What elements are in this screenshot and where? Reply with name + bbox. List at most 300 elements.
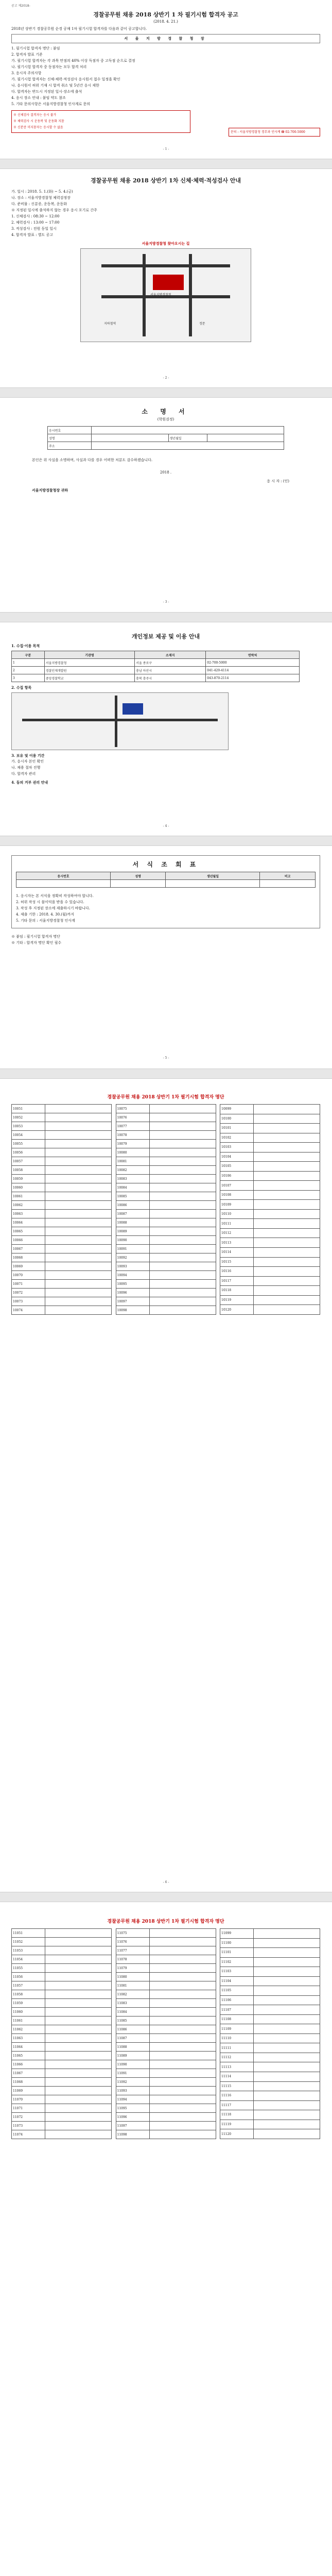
page-separator bbox=[0, 159, 332, 169]
applicant-number: 10094 bbox=[116, 1271, 149, 1280]
table-row bbox=[220, 2081, 320, 2091]
table-row bbox=[220, 1124, 320, 1133]
table-cell bbox=[45, 1253, 112, 1262]
applicant-number: 10059 bbox=[12, 1175, 45, 1183]
table-header-row bbox=[16, 872, 316, 880]
page-separator bbox=[0, 1892, 332, 1902]
applicant-number: 11081 bbox=[116, 1981, 149, 1990]
map-road bbox=[22, 719, 218, 721]
table-row bbox=[220, 1976, 320, 1986]
applicant-number: 10074 bbox=[12, 1306, 45, 1315]
applicant-number: 11102 bbox=[220, 1957, 254, 1967]
table-cell bbox=[45, 1157, 112, 1166]
applicant-number: 11096 bbox=[116, 2113, 149, 2122]
table-row bbox=[12, 674, 300, 682]
column-header: 기관명 bbox=[44, 651, 134, 659]
table-cell bbox=[45, 2069, 112, 2078]
table-cell bbox=[149, 1113, 216, 1122]
list-title: 경찰공무원 채용 2018 상반기 1차 필기시험 합격자 명단 bbox=[107, 1095, 224, 1100]
table-cell bbox=[149, 1140, 216, 1148]
map-road bbox=[101, 264, 230, 267]
applicant-number: 10119 bbox=[220, 1295, 254, 1305]
table-row bbox=[220, 2062, 320, 2072]
applicant-number: 11084 bbox=[116, 2008, 149, 2016]
applicant-number: 10067 bbox=[12, 1245, 45, 1253]
table-row bbox=[220, 1114, 320, 1124]
applicant-number: 11112 bbox=[220, 2053, 254, 2062]
form-table bbox=[16, 872, 316, 888]
applicant-number: 11059 bbox=[12, 1999, 45, 2008]
table-cell bbox=[149, 2087, 216, 2095]
text-line: 2. 체력검사 : 13:00 ~ 17:00 bbox=[11, 221, 60, 225]
table-row bbox=[12, 1990, 112, 1999]
roster-table bbox=[116, 1104, 216, 1315]
applicant-number: 10116 bbox=[220, 1267, 254, 1277]
page-4-section: 3. 보유 및 이용 기간 bbox=[11, 753, 45, 758]
applicant-number: 11119 bbox=[220, 2120, 254, 2129]
table-cell: 1 bbox=[12, 659, 45, 667]
table-row bbox=[116, 1306, 216, 1315]
applicant-number: 11067 bbox=[12, 2069, 45, 2078]
table-cell: 응시번호 bbox=[48, 427, 92, 434]
column-header: 구분 bbox=[12, 651, 45, 659]
table-header-row bbox=[12, 651, 300, 659]
table-cell bbox=[45, 2087, 112, 2095]
table-row bbox=[116, 2034, 216, 2043]
table-row bbox=[220, 1162, 320, 1172]
map-label: 정문 bbox=[199, 322, 205, 326]
table-cell bbox=[254, 2062, 320, 2072]
page-1-items bbox=[11, 45, 320, 107]
applicant-number: 10072 bbox=[12, 1289, 45, 1297]
text-line: ※ 기타 : 합격자 명단 확인 필수 bbox=[11, 941, 62, 945]
table-row bbox=[220, 1133, 320, 1143]
table-cell bbox=[254, 2120, 320, 2129]
roster-table bbox=[11, 1104, 112, 1315]
applicant-number: 10100 bbox=[220, 1114, 254, 1124]
table-row bbox=[220, 1247, 320, 1257]
applicant-number: 10065 bbox=[12, 1227, 45, 1236]
applicant-number: 10114 bbox=[220, 1247, 254, 1257]
table-cell bbox=[149, 2034, 216, 2043]
applicant-number: 11088 bbox=[116, 2043, 149, 2052]
table-row bbox=[116, 2060, 216, 2069]
applicant-number: 10091 bbox=[116, 1245, 149, 1253]
table-cell bbox=[254, 2014, 320, 2024]
page-4-section: 1. 수집·이용 목적 bbox=[11, 643, 40, 648]
applicant-number: 11056 bbox=[12, 1973, 45, 1981]
table-row bbox=[220, 1257, 320, 1267]
table-row bbox=[220, 2043, 320, 2053]
table-row bbox=[116, 2087, 216, 2095]
table-row bbox=[116, 1280, 216, 1289]
page-4 bbox=[11, 631, 320, 785]
table-row bbox=[116, 1289, 216, 1297]
table-row bbox=[220, 1143, 320, 1153]
table-cell bbox=[45, 1218, 112, 1227]
applicant-number: 11111 bbox=[220, 2043, 254, 2053]
table-row bbox=[12, 1262, 112, 1271]
table-cell bbox=[149, 2052, 216, 2060]
applicant-number: 10070 bbox=[12, 1271, 45, 1280]
table-cell bbox=[254, 2100, 320, 2110]
text-line: 가. 일시 : 2018. 5. 1.(화) ~ 5. 4.(금) bbox=[11, 190, 73, 194]
page-3 bbox=[11, 407, 320, 493]
text-line: 1. 필기시험 합격자 명단 : 붙임 bbox=[11, 46, 60, 50]
text-line: ※ 붙임 : 필기시험 합격자 명단 bbox=[11, 935, 60, 939]
applicant-number: 11095 bbox=[116, 2104, 149, 2113]
page-1-notice-box bbox=[11, 110, 190, 133]
applicant-number: 10053 bbox=[12, 1122, 45, 1131]
table-cell[interactable] bbox=[92, 434, 169, 442]
applicant-number: 10115 bbox=[220, 1257, 254, 1267]
table-cell bbox=[149, 1236, 216, 1245]
table-row bbox=[12, 2122, 112, 2130]
applicant-number: 11070 bbox=[12, 2095, 45, 2104]
applicant-number: 11107 bbox=[220, 2005, 254, 2015]
table-row bbox=[220, 2014, 320, 2024]
applicant-number: 10052 bbox=[12, 1113, 45, 1122]
table-row bbox=[12, 1981, 112, 1990]
text-line: 다. 준비물 : 신분증, 운동복, 운동화 bbox=[11, 202, 67, 206]
table-cell bbox=[254, 1976, 320, 1986]
table-cell bbox=[45, 2078, 112, 2087]
table-row bbox=[116, 1131, 216, 1140]
applicant-number: 11062 bbox=[12, 2025, 45, 2034]
table-cell bbox=[254, 1133, 320, 1143]
applicant-number: 10109 bbox=[220, 1200, 254, 1210]
table-row bbox=[12, 1175, 112, 1183]
applicant-number: 11099 bbox=[220, 1929, 254, 1939]
table-body bbox=[12, 659, 300, 682]
applicant-number: 11091 bbox=[116, 2069, 149, 2078]
table-cell bbox=[45, 1175, 112, 1183]
applicant-number: 10056 bbox=[12, 1148, 45, 1157]
table-cell bbox=[254, 1995, 320, 2005]
applicant-number: 10098 bbox=[116, 1306, 149, 1315]
table-row bbox=[116, 1245, 216, 1253]
applicant-number: 10080 bbox=[116, 1148, 149, 1157]
table-row bbox=[12, 1306, 112, 1315]
page-5-title: 서 식 조 회 표 bbox=[132, 861, 199, 868]
table-cell bbox=[149, 1192, 216, 1201]
applicant-number: 10082 bbox=[116, 1166, 149, 1175]
table-row bbox=[116, 2078, 216, 2087]
table-cell bbox=[149, 2130, 216, 2139]
table-row bbox=[116, 2052, 216, 2060]
text-line: ※ 신체검사 결격자는 응시 불가 bbox=[13, 113, 57, 117]
page-4-bullets bbox=[11, 758, 320, 777]
applicant-number: 11092 bbox=[116, 2078, 149, 2087]
applicant-number: 11054 bbox=[12, 1955, 45, 1964]
text-line: ※ 체력검사 시 운동복 및 운동화 지참 bbox=[13, 120, 64, 123]
table-cell bbox=[149, 1990, 216, 1999]
table-cell: 충북 충주시 bbox=[135, 674, 206, 682]
table-row bbox=[12, 2087, 112, 2095]
table-row bbox=[116, 1271, 216, 1280]
table-row bbox=[116, 1981, 216, 1990]
applicant-number: 11094 bbox=[116, 2095, 149, 2104]
applicant-number: 11072 bbox=[12, 2113, 45, 2122]
table-row bbox=[116, 2095, 216, 2104]
table-cell bbox=[45, 1192, 112, 1201]
map-road bbox=[115, 696, 117, 747]
table-cell bbox=[45, 2095, 112, 2104]
applicant-number: 10060 bbox=[12, 1183, 45, 1192]
page-separator bbox=[0, 387, 332, 398]
list-title: 경찰공무원 채용 2018 상반기 1차 필기시험 합격자 명단 bbox=[107, 1919, 224, 1924]
page-2-map-title: 서울지방경찰청 찾아오시는 길 bbox=[142, 241, 190, 246]
list-grid-2 bbox=[11, 1928, 320, 2139]
table-cell bbox=[254, 1228, 320, 1238]
applicant-number: 10106 bbox=[220, 1171, 254, 1181]
table-cell bbox=[254, 1257, 320, 1267]
table-row bbox=[116, 1227, 216, 1236]
map-label: 지하철역 bbox=[104, 322, 116, 326]
table-cell bbox=[149, 1183, 216, 1192]
table-cell bbox=[45, 1183, 112, 1192]
table-row bbox=[12, 1938, 112, 1946]
applicant-number: 10087 bbox=[116, 1210, 149, 1218]
applicant-number: 10112 bbox=[220, 1228, 254, 1238]
table-row bbox=[12, 2060, 112, 2069]
table-cell bbox=[149, 1999, 216, 2008]
applicant-number: 11117 bbox=[220, 2100, 254, 2110]
table-row bbox=[220, 1219, 320, 1229]
table-cell bbox=[149, 1253, 216, 1262]
table-cell bbox=[45, 1990, 112, 1999]
table-row bbox=[12, 1955, 112, 1964]
text-line: 1. 신체검사 : 08:30 ~ 12:00 bbox=[11, 214, 60, 218]
table-row bbox=[12, 1140, 112, 1148]
table-row bbox=[220, 2033, 320, 2043]
table-row bbox=[116, 1105, 216, 1113]
table-row bbox=[116, 1262, 216, 1271]
roster-table bbox=[220, 1104, 320, 1315]
table-row bbox=[12, 1245, 112, 1253]
applicant-number: 11090 bbox=[116, 2060, 149, 2069]
table-row bbox=[220, 2005, 320, 2015]
applicant-number: 11093 bbox=[116, 2087, 149, 2095]
page-5-notes bbox=[11, 934, 320, 946]
table-row bbox=[12, 1157, 112, 1166]
table-cell bbox=[45, 1245, 112, 1253]
table-cell[interactable] bbox=[16, 880, 111, 888]
page-2-title: 경찰공무원 채용 2018 상반기 1차 신체·체력·적성검사 안내 bbox=[90, 177, 241, 184]
table-cell: 02-700-5000 bbox=[206, 659, 300, 667]
applicant-number: 11110 bbox=[220, 2033, 254, 2043]
table-cell: 경찰인재개발원 bbox=[44, 667, 134, 674]
table-cell bbox=[254, 1190, 320, 1200]
table-cell bbox=[149, 1262, 216, 1271]
document-header-tag: 공고 제2018- bbox=[11, 4, 30, 8]
applicant-number: 10079 bbox=[116, 1140, 149, 1148]
table-cell bbox=[45, 1271, 112, 1280]
table-row bbox=[12, 2095, 112, 2104]
table-cell bbox=[45, 1148, 112, 1157]
text-line: 3. 응시자 주의사항 bbox=[11, 71, 42, 75]
table-cell bbox=[254, 2053, 320, 2062]
table-row bbox=[12, 1973, 112, 1981]
table-row bbox=[12, 1964, 112, 1973]
table-row bbox=[12, 1131, 112, 1140]
table-row bbox=[220, 1986, 320, 1996]
form-box bbox=[11, 855, 320, 928]
column-header: 소재지 bbox=[135, 651, 206, 659]
table-cell bbox=[254, 1238, 320, 1248]
page-3-body: 본인은 위 사실을 소명하며, 사실과 다를 경우 어떠한 처분도 감수하겠습니다. bbox=[32, 458, 153, 462]
list-grid-1 bbox=[11, 1104, 320, 1315]
text-line: 3. 작성 후 지정된 장소에 제출하시기 바랍니다. bbox=[16, 906, 90, 910]
text-line: 나. 응시원서 허위 기재 시 합격 취소 및 5년간 응시 제한 bbox=[11, 83, 99, 88]
text-line: 3. 적성검사 : 전원 동일 일시 bbox=[11, 227, 57, 231]
applicant-number: 10069 bbox=[12, 1262, 45, 1271]
table-cell bbox=[254, 1929, 320, 1939]
page-2-number: - 2 - bbox=[163, 376, 169, 380]
table-cell bbox=[149, 2113, 216, 2122]
table-row bbox=[116, 1236, 216, 1245]
table-row bbox=[12, 1227, 112, 1236]
applicant-number: 10088 bbox=[116, 1218, 149, 1227]
table-row bbox=[220, 2129, 320, 2139]
applicant-number: 11060 bbox=[12, 2008, 45, 2016]
table-row bbox=[116, 1253, 216, 1262]
table-row bbox=[116, 1140, 216, 1148]
table-row bbox=[12, 2043, 112, 2052]
table-row bbox=[220, 2091, 320, 2101]
text-line: 다. 합격자 관리 bbox=[11, 772, 36, 776]
table-cell bbox=[254, 1171, 320, 1181]
text-line: ※ 지정된 일시에 출석하지 않는 경우 응시 포기로 간주 bbox=[11, 208, 97, 212]
table-row bbox=[12, 1192, 112, 1201]
table-cell bbox=[149, 2104, 216, 2113]
table-cell bbox=[254, 2043, 320, 2053]
table-cell bbox=[45, 1973, 112, 1981]
table-cell bbox=[149, 1218, 216, 1227]
column-header: 생년월일 bbox=[166, 872, 260, 880]
applicant-number: 11061 bbox=[12, 2016, 45, 2025]
table-cell bbox=[45, 1289, 112, 1297]
applicant-number: 10099 bbox=[220, 1105, 254, 1114]
text-line: 나. 채용 절차 진행 bbox=[11, 766, 41, 770]
text-line: 1. 응시자는 본 서식을 정확히 작성하여야 합니다. bbox=[16, 894, 94, 898]
table-row bbox=[12, 1210, 112, 1218]
list-page-1 bbox=[11, 1092, 320, 1315]
table-row bbox=[220, 1276, 320, 1286]
table-row bbox=[12, 2069, 112, 2078]
table-cell bbox=[254, 2129, 320, 2139]
table-cell bbox=[45, 1946, 112, 1955]
applicant-number: 11075 bbox=[116, 1929, 149, 1938]
applicant-number: 11108 bbox=[220, 2014, 254, 2024]
table-row bbox=[220, 1171, 320, 1181]
table-cell bbox=[45, 1131, 112, 1140]
text-line: 가. 필기시험 합격자는 각 과목 만점의 40% 이상 득점자 중 고득점 순으로 결정 bbox=[11, 59, 135, 63]
table-cell bbox=[45, 1929, 112, 1938]
table-row bbox=[220, 1938, 320, 1948]
map-building-marker bbox=[153, 275, 184, 290]
table-row bbox=[12, 1999, 112, 2008]
table-row bbox=[12, 659, 300, 667]
table-row bbox=[116, 1955, 216, 1964]
applicant-number: 10062 bbox=[12, 1201, 45, 1210]
table-cell[interactable] bbox=[92, 442, 284, 450]
page-3-subtitle: (학원검정) bbox=[157, 417, 174, 421]
applicant-number: 10084 bbox=[116, 1183, 149, 1192]
table-row bbox=[220, 2053, 320, 2062]
table-cell[interactable] bbox=[166, 880, 260, 888]
applicant-number: 11068 bbox=[12, 2078, 45, 2087]
table-cell bbox=[254, 2024, 320, 2034]
table-cell bbox=[149, 2043, 216, 2052]
applicant-number: 10111 bbox=[220, 1219, 254, 1229]
applicant-number: 11105 bbox=[220, 1986, 254, 1996]
table-row bbox=[116, 1166, 216, 1175]
table-cell bbox=[149, 2016, 216, 2025]
table-row bbox=[12, 2104, 112, 2113]
table-row bbox=[12, 1271, 112, 1280]
page-5 bbox=[11, 855, 320, 946]
table-cell bbox=[254, 1986, 320, 1996]
roster-table bbox=[220, 1928, 320, 2139]
applicant-number: 10068 bbox=[12, 1253, 45, 1262]
applicant-number: 10107 bbox=[220, 1181, 254, 1191]
table-cell bbox=[45, 1297, 112, 1306]
table-cell bbox=[45, 2008, 112, 2016]
applicant-number: 11079 bbox=[116, 1964, 149, 1973]
table-cell[interactable] bbox=[207, 434, 284, 442]
table-cell bbox=[149, 2025, 216, 2034]
table-row bbox=[116, 1990, 216, 1999]
table-row bbox=[12, 1113, 112, 1122]
table-cell[interactable] bbox=[110, 880, 166, 888]
applicant-number: 11100 bbox=[220, 1938, 254, 1948]
applicant-number: 10093 bbox=[116, 1262, 149, 1271]
table-cell bbox=[254, 1162, 320, 1172]
table-cell: 3 bbox=[12, 674, 45, 682]
table-row bbox=[116, 1938, 216, 1946]
table-cell[interactable] bbox=[92, 427, 284, 434]
table-cell bbox=[254, 1948, 320, 1958]
table-cell bbox=[45, 1938, 112, 1946]
table-cell bbox=[254, 1181, 320, 1191]
institution-table bbox=[11, 651, 300, 682]
page-1-intro: 2018년 상반기 경찰공무원 순경 공채 1차 필기시험 합격자를 다음과 같이 공고합니다. bbox=[11, 27, 147, 31]
applicant-number: 11071 bbox=[12, 2104, 45, 2113]
table-cell: 주소 bbox=[48, 442, 92, 450]
table-cell bbox=[149, 2069, 216, 2078]
table-cell[interactable] bbox=[260, 880, 316, 888]
applicant-number: 11080 bbox=[116, 1973, 149, 1981]
table-cell bbox=[45, 1262, 112, 1271]
table-row bbox=[116, 1999, 216, 2008]
applicant-number: 11086 bbox=[116, 2025, 149, 2034]
table-row bbox=[220, 1305, 320, 1315]
applicant-number: 11066 bbox=[12, 2060, 45, 2069]
table-row bbox=[12, 1289, 112, 1297]
text-line: 4. 제출 기한 : 2018. 4. 30.(월)까지 bbox=[16, 912, 75, 917]
table-cell bbox=[254, 2091, 320, 2101]
table-cell bbox=[149, 1157, 216, 1166]
applicant-number: 10118 bbox=[220, 1286, 254, 1296]
text-line: 가. 응시자 본인 확인 bbox=[11, 759, 44, 764]
table-cell bbox=[149, 1946, 216, 1955]
table-cell bbox=[45, 2104, 112, 2113]
text-line: 가. 필기시험 합격자는 신체·체력·적성검사 응시원서 접수 일정을 확인 bbox=[11, 77, 120, 81]
table-cell bbox=[149, 1131, 216, 1140]
table-row bbox=[220, 2072, 320, 2081]
table-row bbox=[116, 1201, 216, 1210]
